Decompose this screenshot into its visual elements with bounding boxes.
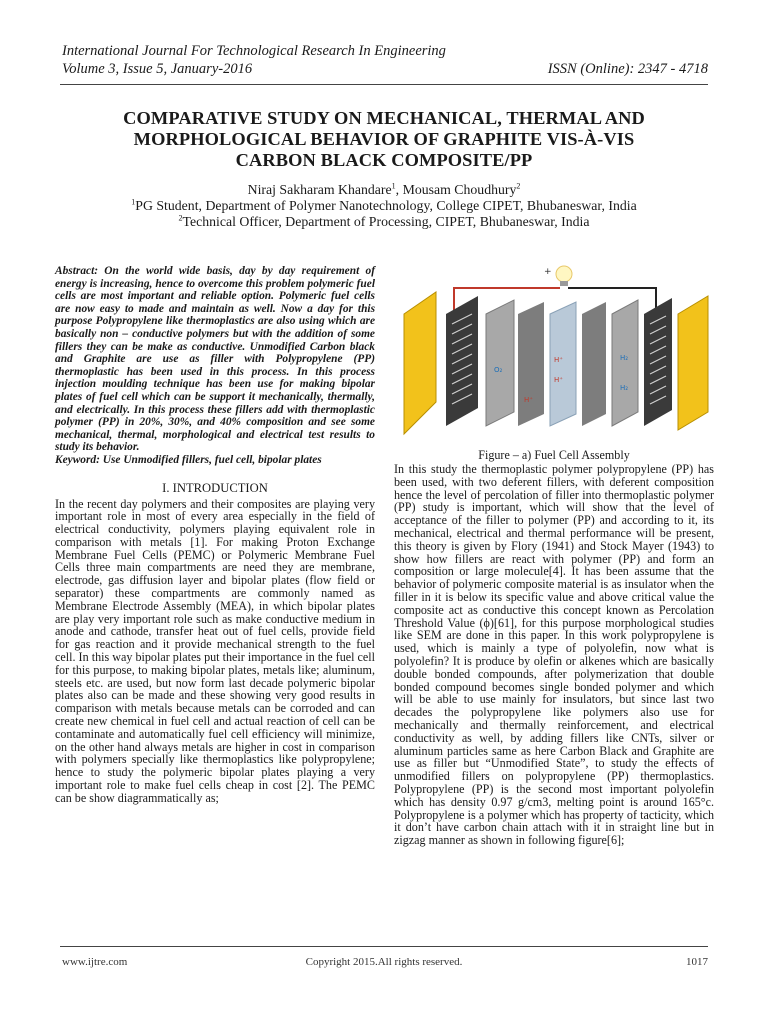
footer-copyright: Copyright 2015.All rights reserved. — [305, 956, 463, 968]
author-separator: , — [395, 182, 403, 197]
label-proton-1: H⁺ — [554, 356, 563, 364]
authors-block — [60, 182, 708, 230]
author-1-sup: 1 — [391, 181, 396, 191]
journal-name: International Journal For Technological Research In Engineering — [62, 43, 446, 59]
light-bulb-icon — [556, 266, 572, 282]
figure-caption: Figure – a) Fuel Cell Assembly — [478, 448, 630, 462]
keywords: Keyword: Use Unmodified fillers, fuel cell, bipolar plates — [55, 453, 322, 466]
electrode-left — [518, 302, 544, 426]
bipolar-plate-right — [644, 298, 672, 426]
author-2-sup: 2 — [516, 181, 521, 191]
left-column — [55, 265, 375, 805]
gas-diffusion-layer-right — [612, 300, 638, 426]
affiliation-2-text: Technical Officer, Department of Processing, CIPET, Bhubaneswar, India — [182, 214, 590, 229]
paper-title — [60, 108, 708, 171]
fuel-cell-diagram — [394, 262, 714, 446]
journal-volume: Volume 3, Issue 5, January-2016 — [62, 61, 253, 77]
affiliation-2 — [60, 214, 708, 230]
author-1: Niraj Sakharam Khandare — [247, 182, 392, 197]
right-column-text: In this study the thermoplastic polymer polypropylene (PP) has been used, with two deferent fillers, with deferent composition hence the level of percolation of filler into thermoplastic polymer (PP) study is important, which will show that the level of acceptance of the filler to polymer (PP) and according to it, its mechanical, electrical and thermal performance will be present, this theory is given by Flory (1941) and Stock Mayer (1943) to show how fillers are react with polymer (PP) and form an composition or large molecule[4]. It has been assume that the behavior of polymeric composite material is as insulator when the filler in it is below its specific value and above critical value the composite act as conductive this concept known as Percolation Threshold Value (ϕ)[61], for this purpose morphological studies like SEM are done in this paper. In this work polypropylene is used, which is mainly a type of polyolefin, now what is polyolefin? It is produce by olefin or alkenes which are basically double bonded compounds, after polymerization that double bonded compound becomes single bonded polymer and which will be able to use mainly for insulators, but since last two decades the polypropylene like polymers also use for mechanically and thermally reinforcement, and electrical conductivity as well, by adding fillers like CNTs, silver or aluminum particles same as here Carbon Black and Graphite are use as filler but “Unmodified State”, to study the effects of unmodified fillers on polypropylene (PP) thermoplastics. Polypropylene (PP) is the second most important polyolefin which has density 0.97 g/cm3, melting point is around 165°c. Polypropylene is a polymer which has property of tacticity, which it don’t have carbon chain attach with it in straight line but in zigzag manner as shown in following figure[6]; — [394, 462, 714, 848]
journal-issn: ISSN (Online): 2347 - 4718 — [547, 61, 708, 77]
affiliation-1 — [60, 198, 708, 214]
label-proton-2: H⁺ — [554, 376, 563, 384]
fuel-cell-figure — [394, 262, 714, 446]
label-hydrogen-2: H₂ — [620, 384, 629, 392]
end-plate-right — [678, 296, 708, 430]
author-names — [60, 182, 708, 198]
bulb-plus-label: + — [544, 267, 552, 277]
author-2: Mousam Choudhury — [402, 182, 517, 197]
label-oxygen: O₂ — [494, 366, 503, 374]
title-line-2: MORPHOLOGICAL BEHAVIOR OF GRAPHITE VIS-À-VIS — [133, 129, 635, 149]
footer-url: www.ijtre.com — [62, 956, 128, 968]
bulb-base — [560, 281, 568, 286]
electrode-right — [582, 302, 606, 426]
label-proton-3: H⁺ — [524, 396, 533, 404]
affiliation-1-sup: 1 — [131, 197, 136, 207]
label-hydrogen-1: H₂ — [620, 354, 629, 362]
footer-page-number: 1017 — [686, 956, 708, 968]
membrane — [550, 302, 576, 426]
introduction-text: In the recent day polymers and their composites are playing very important role in most of every area especially in the field of electrical conductivity, polymers playing equivalent role in comparison with metals [1]. For making Proton Exchange Membrane Fuel Cells (PEMC) or Polymeric Membrane Fuel Cells three main compartments are need they are membrane, electrode, gas diffusion layer and bipolar plates (flow field or separator) these compartments are commonly named as Membrane Electrode Assembly (MEA), in which bipolar plates are play very important role such as make conductive medium in anode and cathode, transfer heat out of fuel cells, provide field for gas reaction and it provide mechanical strength to the fuel cell. In this way bipolar plates put their importance in the fuel cell for this purpose, to making bipolar plates, metals like; aluminum, steels etc. are used, but now form last decade polymeric bipolar plates also can be made and these showing very good results in comparison with metals because metals can be corroded and can create new chemical in fuel cell and actual reaction of cell can be contaminate and automatically fuel cell efficiency will minimize, on the other hand always metals are higher in cost in comparison with polymers specially like thermoplastics like polypropylene; hence to study the polymeric bipolar plates playing a very important role to make fuel cells cheap in cost [2]. The PEMC can be show diagrammatically as; — [55, 496, 375, 805]
title-line-1: COMPARATIVE STUDY ON MECHANICAL, THERMAL AND — [123, 108, 645, 128]
abstract: Abstract: On the world wide basis, day by day requirement of energy is increasing, hence to overcome this problem polymeric fuel cells are most important and reliable option. Polymeric fuel cells are now easy to made and maintain as well. Now a day for this purpose Polypropylene like thermoplastics are also using which are basically non – conductive polymers but with the addition of some fillers they can be make as conductive. Unmodified Carbon black and Graphite are use as filler with Polypropylene (PP) thermoplastic has been used in this process. In this process injection moulding technique has been use for making bipolar plates of fuel cell which can be support it mechanically, thermally, and electrically. In this process these fillers add with thermoplastic polymer (PP) in 20%, 30%, and 40% composition and see some mechanical, thermal, morphological and electrical test results to study its behavior. — [55, 265, 375, 454]
title-line-3: CARBON BLACK COMPOSITE/PP — [235, 150, 533, 170]
end-plate-left — [404, 292, 436, 434]
section-heading-introduction: I. INTRODUCTION — [162, 480, 268, 495]
footer-rule — [60, 946, 708, 947]
affiliation-1-text: PG Student, Department of Polymer Nanotechnology, College CIPET, Bhubaneswar, India — [135, 198, 637, 213]
bipolar-plate-left — [446, 296, 478, 426]
header-rule — [60, 84, 708, 85]
gas-diffusion-layer-left — [486, 300, 514, 426]
affiliation-2-sup: 2 — [178, 213, 183, 223]
